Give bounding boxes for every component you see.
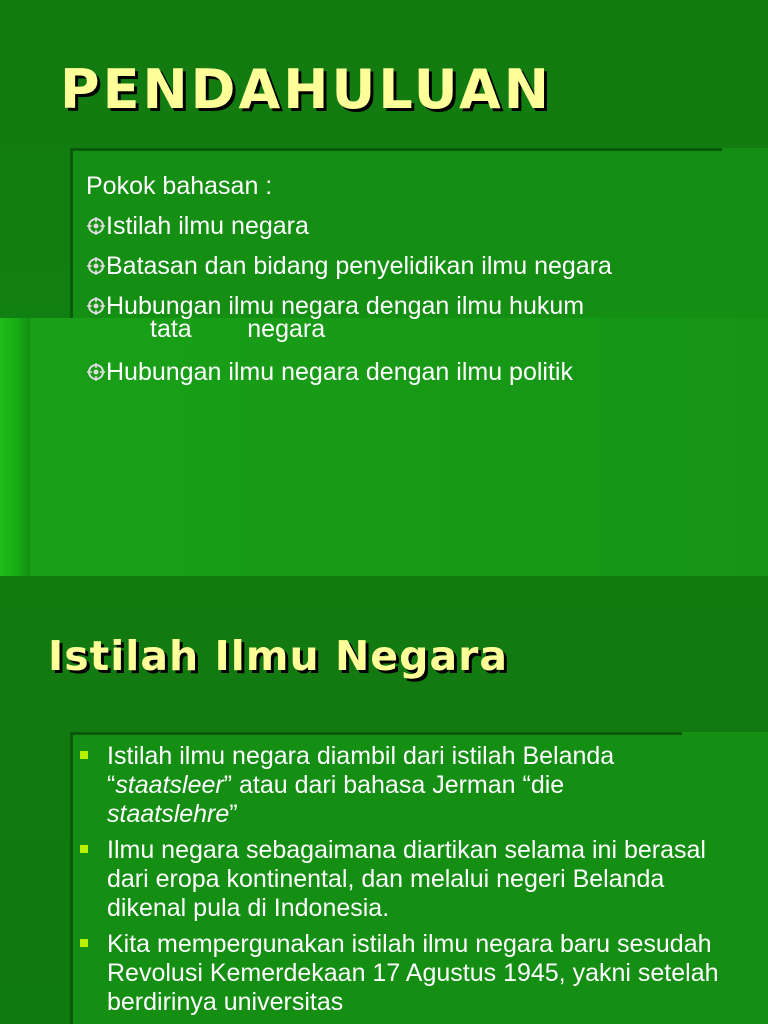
list-item-text: Kita mempergunakan istilah ilmu negara baru sesudah Revolusi Kemerdekaan 17 Agustus 1945, yakni setelah berdirinya universitas — [107, 930, 719, 1016]
target-icon — [86, 216, 106, 236]
square-bullet-icon — [80, 845, 88, 853]
list-item — [80, 742, 740, 829]
paragraph-list — [80, 742, 740, 1024]
list-item — [80, 836, 740, 923]
term-staatsleer: staatsleer — [115, 771, 224, 799]
list-item-continuation: tata negara — [150, 315, 326, 343]
slide-title: Istilah Ilmu Negara — [48, 632, 509, 680]
list-item-text: Ilmu negara sebagaimana diartikan selama ini berasal dari eropa kontinental, dan melalui negeri Belanda dikenal pula di Indonesia. — [107, 836, 706, 922]
list-item — [80, 930, 740, 1017]
list-item-text: Hubungan ilmu negara dengan ilmu hukum — [106, 292, 585, 320]
target-icon — [86, 296, 106, 316]
list-item — [86, 246, 746, 286]
topic-intro: Pokok bahasan : — [86, 172, 273, 200]
term-staatslehre: staatslehre — [107, 800, 230, 828]
list-item-text: Istilah ilmu negara diambil dari istilah Belanda “staatsleer” atau dari bahasa Jerman “die staatslehre” — [107, 742, 615, 828]
slide-title: PENDAHULUAN — [60, 58, 552, 121]
list-item-text: Batasan dan bidang penyelidikan ilmu negara — [106, 252, 612, 280]
decorative-stripe — [0, 318, 30, 576]
square-bullet-icon — [80, 939, 88, 947]
square-bullet-icon — [80, 751, 88, 759]
target-icon — [86, 256, 106, 276]
target-icon — [86, 362, 106, 382]
topic-list — [86, 166, 746, 392]
list-item-text: Istilah ilmu negara — [106, 212, 309, 240]
list-item — [86, 352, 746, 392]
list-item-text: Hubungan ilmu negara dengan ilmu politik — [106, 358, 573, 386]
list-item — [86, 206, 746, 246]
